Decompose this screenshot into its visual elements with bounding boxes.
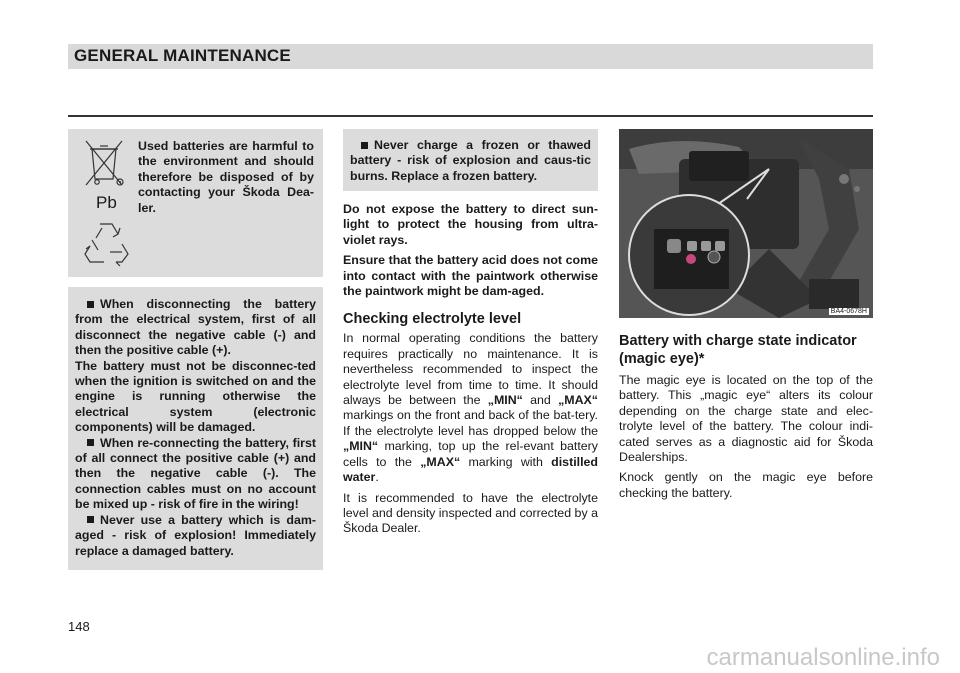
battery-photo-illustration	[619, 129, 873, 318]
figure-code: BA4-0678H	[830, 308, 867, 315]
warning-box-left	[68, 287, 323, 570]
warning-paragraph: When disconnecting the battery from the electrical system, first of all disconnect the negative cable (-) and then the positive cable (+).	[75, 297, 316, 358]
section-header	[68, 44, 873, 69]
warning-box-middle	[343, 129, 598, 191]
watermark: carmanualsonline.info	[706, 644, 940, 671]
dealer-inspection-paragraph: It is recommended to have the electrolyte level and density inspected and corrected by a Škoda Dealer.	[343, 490, 598, 536]
electrolyte-paragraph: In normal operating conditions the battery requires practically no maintenance. It is nevertheless recommended to inspect the electrolyte level from time to time. It should always be between the „MIN“ and „MAX“ markings on the front and back of the bat-tery. If the electrolyte level has dropped below the „MIN“ marking, top up the rel-evant battery cells to the „MAX“ marking with distilled water.	[343, 331, 599, 485]
warning-paragraph: When re-connecting the battery, first of all connect the positive cable (+) and then the negative cable (-). The connection cables must on no account be mixed up - risk of fire in the wiring!	[75, 435, 316, 512]
page-number: 148	[68, 619, 90, 634]
magic-eye-paragraph: The magic eye is located on the top of the battery. This „magic eye“ alters its colour depending on the charge state and elec-trolyte level of the battery. The colour indi-cated serves as a diagnostic aid for Škoda Dealerships.	[619, 373, 873, 465]
bullet-square-icon	[87, 516, 94, 523]
section-title: GENERAL MAINTENANCE	[74, 46, 291, 65]
warning-paragraph: The battery must not be disconnec-ted when the ignition is switched on and the engine is running otherwise the electrical system (electronic components) will be damaged.	[75, 358, 316, 435]
right-column	[619, 332, 873, 506]
crossed-bin-icon	[80, 135, 128, 193]
bullet-square-icon	[87, 301, 94, 308]
header-rule	[68, 115, 873, 117]
environment-note-text: Used batteries are harmful to the environment and should therefore be disposed of by contacting your Škoda Dea-ler.	[138, 139, 314, 215]
middle-column	[343, 202, 598, 542]
electrolyte-heading: Checking electrolyte level	[343, 311, 522, 328]
sunlight-note: Do not expose the battery to direct sun-light to protect the housing from ultra-violet rays.	[343, 202, 598, 247]
bullet-square-icon	[87, 439, 94, 446]
knock-paragraph: Knock gently on the magic eye before checking the battery.	[619, 470, 873, 500]
acid-note: Ensure that the battery acid does not come into contact with the paintwork otherwise the paintwork might be dam-aged.	[343, 253, 598, 299]
magic-eye-heading: Battery with charge state indicator (magic eye)*	[619, 333, 857, 367]
warning-paragraph: Never charge a frozen or thawed battery - risk of explosion and caus-tic burns. Replace a frozen battery.	[350, 138, 591, 183]
recycle-icon	[82, 216, 130, 268]
environment-note-box	[68, 129, 323, 277]
bullet-square-icon	[361, 142, 368, 149]
warning-paragraph: Never use a battery which is dam-aged - risk of explosion! Immediately replace a damaged battery.	[75, 512, 316, 558]
pb-label: Pb	[96, 193, 117, 212]
battery-photo	[619, 129, 873, 318]
